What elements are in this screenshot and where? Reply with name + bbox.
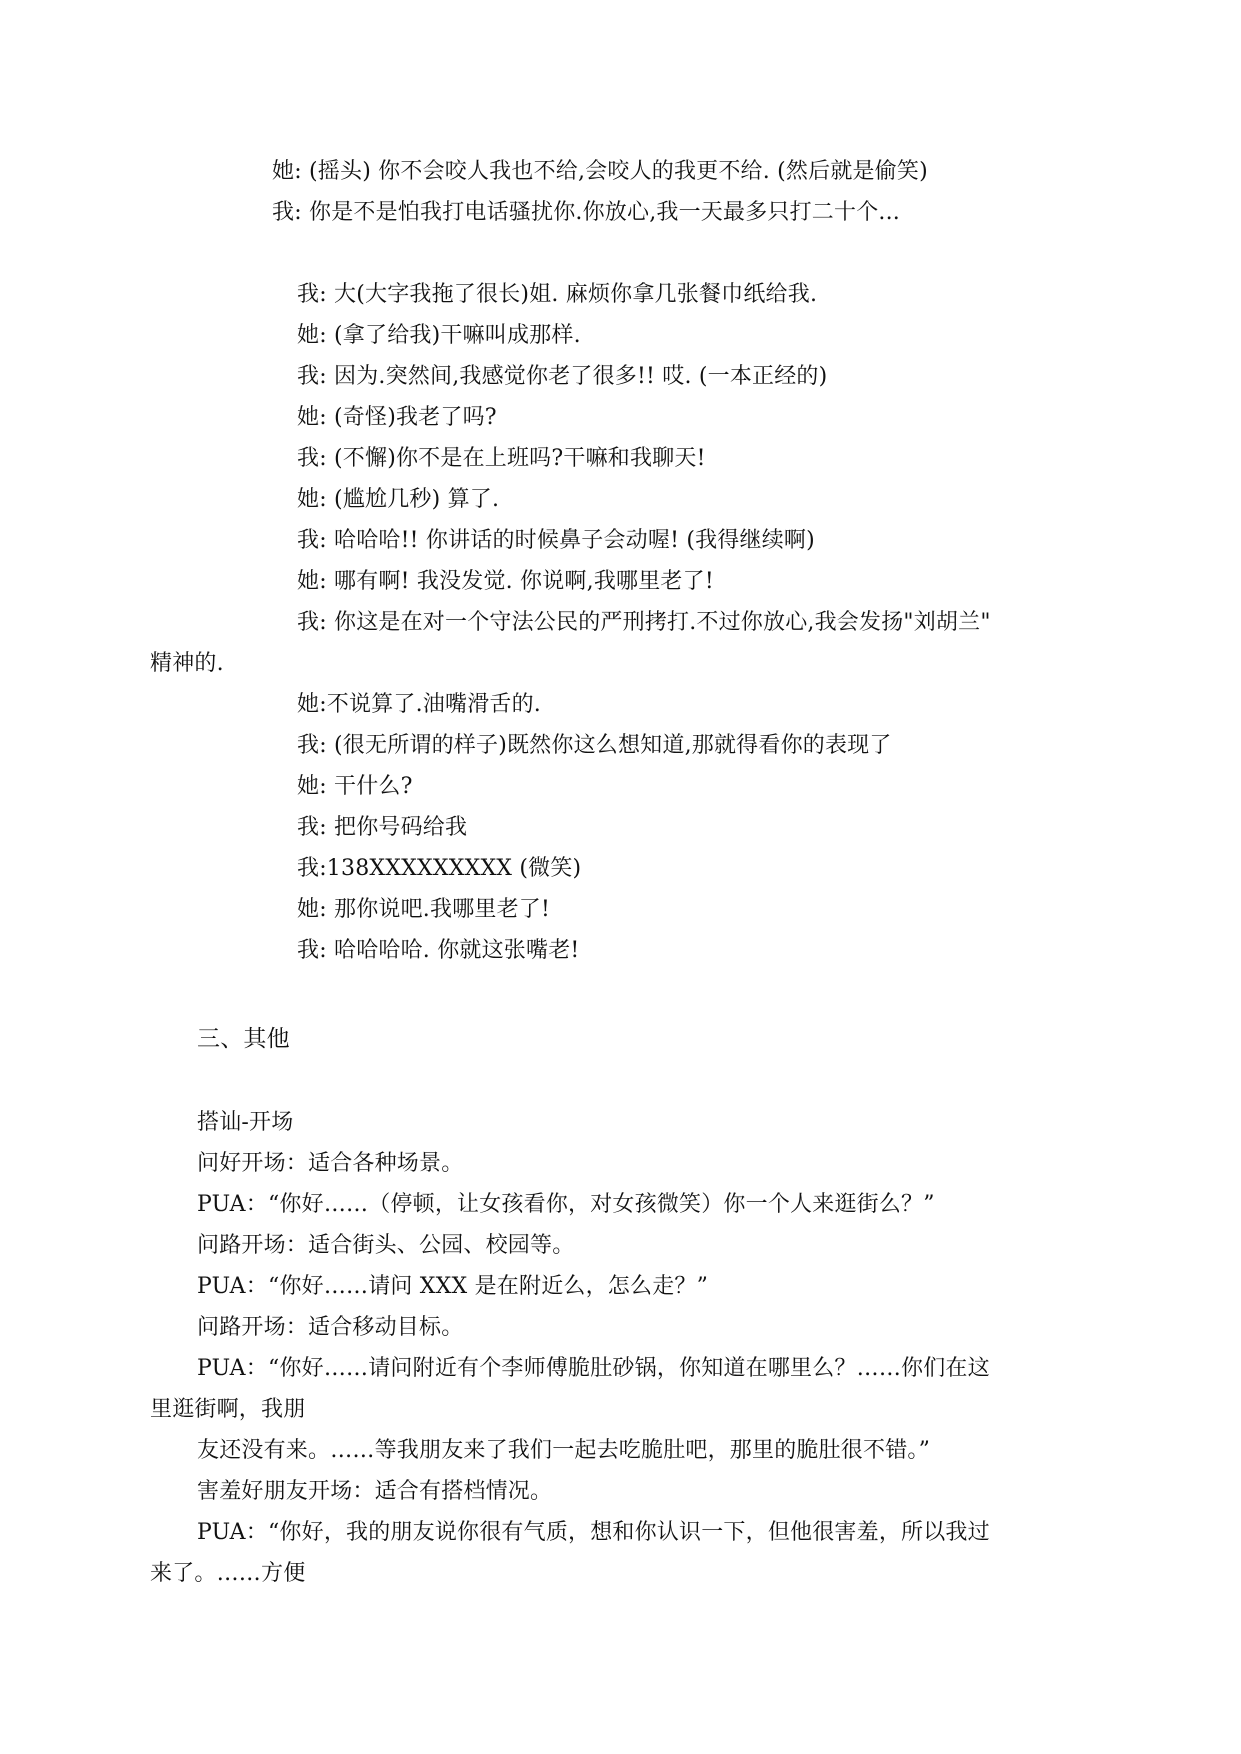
paragraph-line: PUA：“你好……（停顿，让女孩看你，对女孩微笑）你一个人来逛街么？”: [197, 1192, 935, 1217]
dialogue-line: 我:138XXXXXXXXX (微笑): [297, 856, 582, 881]
paragraph-line: 搭讪-开场: [197, 1110, 294, 1135]
dialogue-line: 我: (很无所谓的样子)既然你这么想知道,那就得看你的表现了: [297, 733, 892, 758]
dialogue-line: 她: 那你说吧.我哪里老了!: [297, 897, 551, 922]
dialogue-line: 她: (拿了给我)干嘛叫成那样.: [297, 323, 581, 348]
dialogue-line: 她: (尴尬几秒) 算了.: [297, 487, 500, 512]
dialogue-line: 我: 哈哈哈!! 你讲话的时候鼻子会动喔! (我得继续啊): [297, 528, 815, 553]
dialogue-line-wrap: 精神的.: [150, 651, 224, 676]
dialogue-line: 她: (摇头) 你不会咬人我也不给,会咬人的我更不给. (然后就是偷笑): [272, 159, 928, 184]
paragraph-line: 害羞好朋友开场：适合有搭档情况。: [197, 1479, 553, 1504]
dialogue-line: 我: 哈哈哈哈. 你就这张嘴老!: [297, 938, 580, 963]
paragraph-line: PUA：“你好，我的朋友说你很有气质，想和你认识一下，但他很害羞，所以我过: [197, 1520, 990, 1545]
dialogue-line: 我: (不懈)你不是在上班吗?干嘛和我聊天!: [297, 446, 706, 471]
dialogue-line: 我: 因为.突然间,我感觉你老了很多!! 哎. (一本正经的): [297, 364, 828, 389]
dialogue-line: 她:不说算了.油嘴滑舌的.: [297, 692, 541, 717]
paragraph-line: 来了。……方便: [150, 1561, 306, 1586]
dialogue-line: 她: 干什么?: [297, 774, 413, 799]
section-heading: 三、其他: [197, 1026, 290, 1052]
dialogue-line: 我: 你这是在对一个守法公民的严刑拷打.不过你放心,我会发扬"刘胡兰": [297, 610, 991, 635]
paragraph-line: 友还没有来。……等我朋友来了我们一起去吃脆肚吧，那里的脆肚很不错。”: [197, 1438, 931, 1463]
dialogue-line: 我: 大(大字我拖了很长)姐. 麻烦你拿几张餐巾纸给我.: [297, 282, 818, 307]
paragraph-line: 问好开场：适合各种场景。: [197, 1151, 464, 1176]
dialogue-line: 她: 哪有啊! 我没发觉. 你说啊,我哪里老了!: [297, 569, 714, 594]
dialogue-line: 她: (奇怪)我老了吗?: [297, 405, 497, 430]
paragraph-line: 里逛街啊，我朋: [150, 1397, 306, 1422]
paragraph-line: PUA：“你好……请问 XXX 是在附近么，怎么走？”: [197, 1274, 709, 1299]
paragraph-line: 问路开场：适合街头、公园、校园等。: [197, 1233, 575, 1258]
dialogue-line: 我: 你是不是怕我打电话骚扰你.你放心,我一天最多只打二十个...: [272, 200, 900, 225]
paragraph-line: 问路开场：适合移动目标。: [197, 1315, 464, 1340]
paragraph-line: PUA：“你好……请问附近有个李师傅脆肚砂锅，你知道在哪里么？……你们在这: [197, 1356, 990, 1381]
dialogue-line: 我: 把你号码给我: [297, 815, 468, 840]
